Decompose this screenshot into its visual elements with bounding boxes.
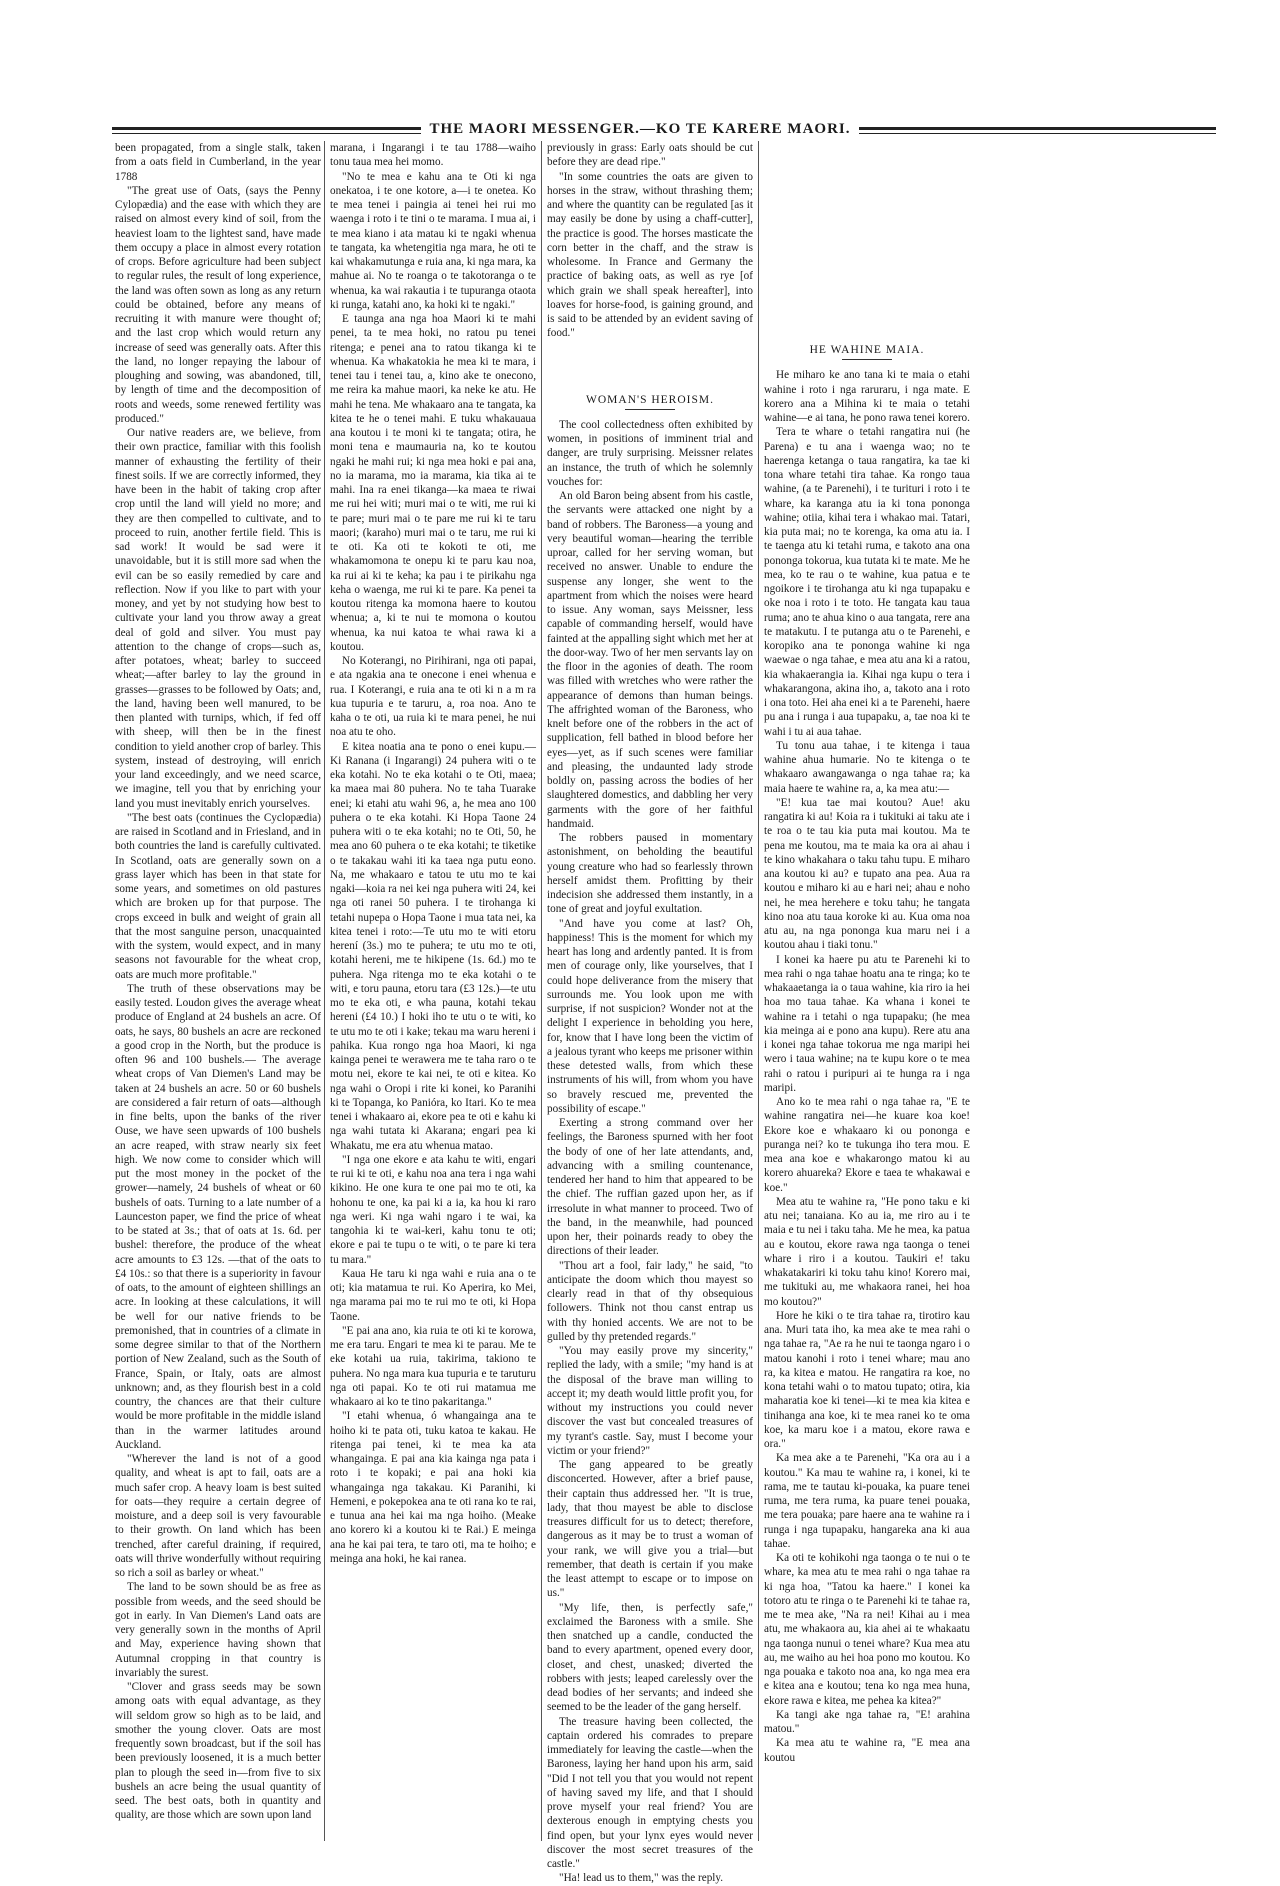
paragraph: "Ha! lead us to them," was the reply. xyxy=(559,1872,724,1885)
section-gap xyxy=(547,341,753,385)
paragraph: I konei ka haere pu atu te Parenehi ki to mea rahi o nga tahae hoatu ana te ringa; ko te whakaaetanga ia o taua wahine, kia riro ia hei hoa mo taua tahae. Ka whana i konei te wahine ra i tetahi o nga tupapaku; (he mea kia meinga ai e pono ana kupu). Rere atu ana i konei nga tahae tokorua me nga maripi hei wero i taua wahine; na te kupu kore o te mea rahi o ratou i puripuri ai te hunga ra i nga maripi. xyxy=(764,953,970,1094)
section-gap xyxy=(764,141,970,155)
paragraph: previously in grass: Early oats should be cut before they are dead ripe." xyxy=(547,142,753,169)
column-english-oats xyxy=(115,141,321,1841)
paragraph: "I nga one ekore e ata kahu te witi, engari te rui ki te oti, e kahu noa ana tera i nga wahi kikino. He one kura te one pai mo te oti, ka hohonu te one, ka pai ki a ia, ka hou ki raro nga weri. Ki nga wahi ngaro i te wai, ka tangohia ki te wai-keri, kahu tonu te oti; ekore e pai te tupu o te witi, o te pare ki tera tu mara." xyxy=(330,1153,536,1266)
paragraph: Tu tonu aua tahae, i te kitenga i taua wahine ahua humarie. No te kitenga o te whakaaro awangawanga o nga tahae ra; ka maia haere te wahine ra, a, ka mea atu:— xyxy=(764,739,970,795)
heading-rule xyxy=(842,359,892,360)
paragraph: Ka tangi ake nga tahae ra, "E! arahina matou." xyxy=(764,1708,970,1735)
paragraph: E taunga ana nga hoa Maori ki te mahi penei, ta te mea hoki, no ratou pu tenei ritenga; e penei ana to ratou tikanga ki te whenua. Ka whakatokia he mea ki te mara, i tenei tau i tenei tau, a, kino ake te onecono, me reira ka mahue maori, ka neke ke atu. He mahi he tena. Me whakaaro ana te tangata, ka kitea te he o tenei mahi. E tuku whakauaua ana koutou i te moni ki te tangata; otira, he moni tena e maumauria na, ko te koutou ngaki he mahi rui; ki nga mea hoki e pai ana, no ia marama, mo ia marama, kia tika ai te mahi. Ina ra enei tikanga—ka maea te riwai me rui hei witi; muri mai o te witi, me rui ki te pare; muri mai o te pare me rui ki te taru maori; (karaho) muri mai o te taru, me rui ki te oti. Ka oti te kokoti te oti, me whakamomona te onepu ki te paru kau noa, ka rui ai ki te keha; ka pau i te pirikahu nga keha o waenga, me rui ki te pare. Ka penei ta koutou ritenga ka momona haere to koutou whenua; a, ki te nui te momona o koutou whenua, ka nui katoa te whai rawa ki a koutou. xyxy=(330,313,536,653)
paragraph: Ka mea ake a te Parenehi, "Ka ora au i a koutou." Ka mau te wahine ra, i konei, ki te rama, me te tautau ki-pouaka, ka puare tenei ruma, me tera ruma, ka puare tenei pouaka, me tera pouaka; pare haere ana te wahine ra i runga i nga tupapaku, hangareka ana ki aua tahae. xyxy=(764,1452,970,1550)
oats-article-continuation xyxy=(547,141,753,341)
masthead xyxy=(0,121,1280,138)
article-heading: WOMAN'S HEROISM. xyxy=(586,393,714,406)
paragraph: "My life, then, is perfectly safe," exclaimed the Baroness with a smile. She then snatched up a candle, conducted the band to every apartment, opened every door, closet, and chest, unasked; diverted the robbers with jests; leaped carelessly over the dead bodies of her servants; and indeed she seemed to be the leader of the gang herself. xyxy=(547,1601,753,1714)
heading-rule xyxy=(625,409,675,410)
paragraph: Exerting a strong command over her feelings, the Baroness spurned with her foot the body of one of her late attendants, and, advancing with a smiling countenance, tendered her hand to him that appeared to be the chief. The ruffian gazed upon her, as if irresolute in what manner to proceed. Two of the band, in the meanwhile, had pounced upon her, their poinards ready to obey the directions of their leader. xyxy=(547,1117,753,1258)
paragraph: No Koterangi, no Pirihirani, nga oti papai, e ata ngakia ana te onecone i enei whenua e rua. I Koterangi, e ruia ana te oti ki n a m ra kua tupuria e te taruru, a, roa noa. Ano te kaha o te oti, ua ruia ki te mara penei, he nui noa atu te oho. xyxy=(330,655,536,739)
paragraph: An old Baron being absent from his castle, the servants were attacked one night by a band of robbers. The Baroness—a young and very beautiful woman—hearing the terrible uproar, called for her serving woman, but received no answer. Unable to endure the suspense any longer, she went to the apartment from which the noises were heard to issue. Any woman, says Meissner, less capable of commanding herself, would have fainted at the appalling sight which met her at the door-way. Two of her men servants lay on the floor in the agonies of death. The room was filled with wretches who were rather the appearance of demons than human beings. The affrighted woman of the Baroness, who knelt before one of the robbers in the act of supplication, fell bathed in blood before her eyes—yet, as if such scenes were familiar and pleasing, the undaunted lady strode boldly on, passing across the bodies of her slaughtered domestics, and dabbling her very garments with the gore of her faithful handmaid. xyxy=(547,490,753,830)
masthead-title: THE MAORI MESSENGER.—KO TE KARERE MAORI. xyxy=(421,121,858,137)
paragraph: Mea atu te wahine ra, "He pono taku e ki atu nei; tanaiana. Ko au ia, me riro au i te maia e tu nei i taku taha. Me he mea, ka patua au e koutou, ekore rawa nga taonga o tenei whare i riro i a koutou. Taukiri e! taku whakatakariri ki toku tahu kino! Korero mai, me tukituki au, me whakaora ranei, hei hoa mo koutou?" xyxy=(764,1195,970,1308)
column-womans-heroism xyxy=(547,141,753,1885)
article-body xyxy=(547,418,753,1886)
paragraph: The cool collectedness often exhibited by women, in positions of imminent trial and danger, are truly surprising. Meissner relates an instance, the truth of which he solemnly vouches for: xyxy=(547,418,753,488)
paragraph: "No te mea e kahu ana te Oti ki nga onekatoa, i te one kotore, a—i te onetea. Ko te mea tenei i paingia ai tenei hei rui mo waenga i roto i te tini o te marama. I mua ai, i te mea kiano i ata matau ki te ngaki whenua te tangata, ka whetengitia nga mara, he oti te kai whakamutunga e ruia ana, ki nga mara, ka mahue ai. No te roanga o te takotoranga o te whenua, ka wai rakautia i te tupuranga otaota ki runga, katahi ano, ka hoki ki te ngaki." xyxy=(330,170,536,311)
paragraph: He miharo ke ano tana ki te maia o etahi wahine i roto i nga raruraru, i nga mate. E korero ana a Mihina ki te maia o tetahi wahine—e ai tana, he pono rawa tenei korero. xyxy=(764,369,970,424)
article-heading: HE WAHINE MAIA. xyxy=(809,344,925,356)
paragraph: Tera te whare o tetahi rangatira nui (he Parena) e tu ana i waenga wao; no te haerenga ketanga o taua rangatira, ka tae ki tona whare tetahi tira tahae. Ka rongo taua wahine, (a te Parenehi), i te turituri i roto i te whare, ka karanga atu ia ki tona pononga wahine; otiia, kihai tera i whakao mai. Tatari, kia puta mai; no te korenga, ka oma atu ia. I te taenga atu ki tetahi ruma, e takoto ana ona pononga tokorua, kua tutata ki te mate. Me he mea, ko te rau o te wahine, kua patua e te ngoikore i te tirohanga atu ki nga tupapaku e oke noa i roto i te toto. He tangata kau taua ruma; ano te ahua kino o aua tangata, rere ana te matakutu. I te putanga atu o te Parenehi, e koropiko ana te pononga wahine ki nga waewae o nga tahae, e mea atu ana ki a ratou, kia whakaerangia ia. Kihai nga kupu o tera i whakarangona, akina iho, a, takoto ana i roto i ona toto. Hei aha enei ki a te Parenehi, haere pu ana i runga i aua tupapaku, a, tae noa ki te wahi i tu ai aua tahae. xyxy=(764,426,970,738)
paragraph: "I etahi whenua, ó whangainga ana te hoiho ki te pata oti, tuku katoa te kakau. He ritenga pai tenei, ki te mea ka ata whangainga. E pai ana kia kainga nga pata i roto i te kopaki; e pai ana hoki kia whangainga nga takakau. Ki Paranihi, ki Hemeni, e pokepokea ana te oti rana ko te rai, e tunua ana hei kai ma nga hoiho. (Meake ano korero ki a koutou ki te Rai.) E meinga ana he kai pai tera, te taro oti, ma te hoiho; e meinga ana hoki, he kai ranea. xyxy=(330,1410,536,1565)
column-maori-oats xyxy=(330,141,536,1565)
paragraph: Hore he kiki o te tira tahae ra, tirotiro kau ana. Muri tata iho, ka mea ake te mea rahi o nga tahae ra, "Ae ra he nui te taonga ngaro i o matou kanohi i roto i tenei whare; mau ano ra, ka kitea e matou. He rangatira ra koe, no kona tetahi wahi o to matou tupato; otira, kia maharatia koe ki tenei—ki te mea kia kitea e tinihanga ana koe, ki te mea ranei ko te oma koe, ka maru koe i a matou, ekore rawa e ora." xyxy=(764,1309,970,1450)
paragraph: Ka mea atu te wahine ra, "E mea ana koutou xyxy=(764,1737,970,1764)
paragraph: "Clover and grass seeds may be sown among oats with equal advantage, as they will seldom grow so high as to be laid, and smother the young clover. Oats are most frequently sown broadcast, but if the soil has been previously loosened, it is a much better plan to plough the seed in—from five to six bushels an acre being the usual quantity of seed. The best oats, both in quantity and quality, are those which are sown upon land xyxy=(115,1681,321,1822)
paragraph: "Wherever the land is not of a good quality, and wheat is apt to fail, oats are a much safer crop. A heavy loam is best suited for oats—they require a certain degree of moisture, and a deep soil is very favourable to their growth. On land which has been trenched, after careful draining, if required, oats will thrive wonderfully without requiring so rich a soil as barley or wheat." xyxy=(115,1453,321,1579)
paragraph: marana, i Ingarangi i te tau 1788—waiho tonu taua mea hei momo. xyxy=(330,142,536,169)
paragraph: "In some countries the oats are given to horses in the straw, without thrashing them; and where the quantity can be regulated [as it may easily be done by using a chaff-cutter], the practice is good. The horses masticate the corn better in the chaff, and the straw is wholesome. In France and Germany the practice of baking oats, as well as rye [of which grain we shall speak hereafter], into loaves for horse-food, is gaining ground, and is said to be attended by an evident saving of food." xyxy=(547,170,753,340)
paragraph: The treasure having been collected, the captain ordered his comrades to prepare immediately for leaving the castle—when the Baroness, laying her hand upon his arm, said "Did I not tell you that you would not repent of having saved my life, and that I should prove myself your real friend? You are dexterous enough in emptying chests you find open, but your lynx eyes would never discover the most secret treasures of the castle." xyxy=(547,1715,753,1870)
column-he-wahine-maia xyxy=(764,141,970,1841)
paragraph: "The best oats (continues the Cyclopædia) are raised in Scotland and in Friesland, and in both countries the land is carefully cultivated. In Scotland, oats are generally sown on a grass layer which has been in that state for some years, and sometimes on old pastures which are broken up for that purpose. The crops exceed in bulk and weight of grain all that the most sanguine person, unacquainted with the system, would expect, and in many seasons not favourable for the wheat crop, oats are much more profitable." xyxy=(115,811,321,981)
paragraph: "Thou art a fool, fair lady," he said, "to anticipate the doom which thou mayest so clearly read in that of thy obsequious followers. Think not thou canst entrap us with thy honied accents. We are not to be gulled by thy pretended regards." xyxy=(547,1259,753,1343)
paragraph: Kaua He taru ki nga wahi e ruia ana o te oti; kia matamua te rui. Ko Aperira, ko Mei, nga marama pai mo te rui mo te oti, ki Hopa Taone. xyxy=(330,1267,536,1323)
paragraph: E kitea noatia ana te pono o enei kupu.— Ki Ranana (i Ingarangi) 24 puhera witi o te eka kotahi. No te eka kotahi o te Oti, maea; ka maea mai 80 puhera. No te taha Tuarake enei; ki etahi atu wahi 96, a, he mea ano 100 puhera o te eka kotahi. Ki Hopa Taone 24 puhera witi o te eka kotahi; no te Oti, 50, he mea ano 60 puhera o te eka kotahi; te tiketike o te takakau wahi iti ka taea nga putu eono. Na, me whakaaro e tatou te utu mo te kai ngaki—koia ra nei kei nga puhera witi 24, kei nga oti ranei 50 puhera. I te tirohanga ki tetahi nupepa o Hopa Taone i mua tata nei, ka kitea tenei i roto:—Te utu mo te witi etoru herení (3s.) mo te puhera; te utu mo te oti, kotahi hereni, me te hikipene (1s. 6d.) mo te puhera. Nga ritenga mo te eka kotahi o te witi, e toru pauna, etoru tara (£3 12s.)—te utu mo te eka oti, e wha pauna, kotahi tekau hereni (£4 10.) I hoki iho te utu o te witi, ko te utu mo te oti i kake; tekau ma waru hereni i pahika. Kua rongo nga hoa Maori, ki nga kainga penei te werawera me te taha raro o te motu nei, ekore te kai nei, te oti e kitea. Ko nga wahi o Oropi i rite ki konei, ko Paranihi ki te Topanga, ko Panióra, ko Itari. Ko te mea tenei i whakaaro ai, ekore pea te oti e kahu ki nga wahi tutata ki Akarana; engari pea ki Whakatu, me era atu whenua matao. xyxy=(330,740,536,1152)
column-divider xyxy=(758,141,759,1841)
paragraph: "E pai ana ano, kia ruia te oti ki te korowa, me era taru. Engari te mea ki te parau. Me te eke kotahi ua ruia, takirima, takiono te puhera. No nga mara kua tupuria e te taruturu nga oti papai. Ko te oti rui matamua me whakaaro ai ko te tino pakaritanga." xyxy=(330,1324,536,1408)
paragraph: Ka oti te kohikohi nga taonga o te nui o te whare, ka mea atu te mea rahi o nga tahae ra ki nga hoa, "Tatou ka haere." I konei ka totoro atu te ringa o te Parenehi ki te tahae ra, me te mea ake, "Na ra nei! Kihai au i mea atu, me whakaora au, kia ahei ai te whakaatu nga taonga nunui o tenei whare? Kua mea atu au, me waiho au hei hoa pono mo koutou. Ko nga pouaka e takoto noa ana, ko nga mea era e kitea ana e koutou; tena ko nga mea huna, ekore rawa e kitea, me pehea ka kitea?" xyxy=(764,1552,970,1707)
paragraph: "The great use of Oats, (says the Penny Cylopædia) and the ease with which they are raised on almost every kind of soil, from the heaviest loam to the lightest sand, have made them occupy a place in almost every rotation of crops. Before agriculture had been subject to regular rules, the result of long experience, the land was often sown as long as any return could be obtained, before any means of recruiting it with manure were thought of; and the last crop which would return any increase of seed was generally oats. After this the land, no longer repaying the labour of ploughing and sowing, was abandoned, till, by length of time and the decomposition of roots and weeds, some renewed fertility was produced." xyxy=(115,184,321,425)
paragraph: "And have you come at last? Oh, happiness! This is the moment for which my heart has long and ardently panted. It is from men of courage only, like yourselves, that I could hope deliverance from the misery that surrounds me. You look upon me with surprise, if not suspicion? Wonder not at the delight I experience in beholding you here, for, know that I have long been the victim of a jealous tyrant who keeps me prisoner within these detested walls, from which these instruments of his will, from whom you have so bravely rescued me, prevented the possibility of escape." xyxy=(547,917,753,1115)
blank-space xyxy=(764,155,970,335)
paragraph: The gang appeared to be greatly disconcerted. However, after a brief pause, their captain thus addressed her. "It is true, lady, that thou mayest be able to disclose treasures difficult for us to detect; therefore, dangerous as it may be to trust a woman of your rank, we will give you a trial—but remember, that death is certain if you make the least attempt to escape or to impose on us." xyxy=(547,1459,753,1600)
article-body xyxy=(764,368,970,1765)
paragraph: Our native readers are, we believe, from their own practice, familiar with this foolish manner of exhausting the fertility of their finest soils. If we are correctly informed, they have been in the habit of taking crop after crop until the land will yield no more; and they are then compelled to cultivate, and to proceed to ruin, another fertile field. This is sad work! It would be sad were it unavoidable, but it is still more sad when the evil can be so easily remedied by care and reflection. Now if you like to part with your money, and yet by not studying how best to cultivate your land you throw away a great deal of gold and silver. You must pay attention to the change of crops—such as, after potatoes, wheat; barley to succeed wheat;—after barley to lay the ground in grasses—grasses to be followed by Oats; and, the land, having been well manured, to be then planted with turnips, which, if fed off with sheep, will then be in the finest condition to yield another crop of barley. This system, instead of destroying, will enrich your land exceedingly, and we need scarce, we imagine, tell you that by enriching your land you must inevitably enrich yourselves. xyxy=(115,427,321,810)
column-divider xyxy=(324,141,325,1841)
paragraph: The land to be sown should be as free as possible from weeds, and the seed should be got in early. In Van Diemen's Land oats are very generally sown in the months of April and May, experience having shown that Autumnal cropping in that country is invariably the surest. xyxy=(115,1581,321,1679)
column-divider xyxy=(541,141,542,1841)
paragraph: "You may easily prove my sincerity," replied the lady, with a smile; "my hand is at the disposal of the brave man willing to accept it; my death would little profit you, for without my instructions you could never discover the vast but concealed treasures of my tyrant's castle. Say, must I become your victim or your friend?" xyxy=(547,1345,753,1457)
paragraph: "E! kua tae mai koutou? Aue! aku rangatira ki au! Koia ra i tukituki ai taku ate i te roa o te tau kia puta mai koutou. Ma te pena me koutou, ma te maia ka ora ai ahau i te kino whakahara o taku tahu tupu. E miharo ana koutou ki au? e tupato ana pea. Aua ra koutou e miharo ki au e hari nei; ahau e noho nei, he mea herehere e toku tahu; he tangata kino noa atu taua koroke ki au. Kua oma noa atu au, na nga pononga kua maru nei i a koutou ahau i tiaki tonu." xyxy=(764,796,970,952)
paragraph: The truth of these observations may be easily tested. Loudon gives the average wheat produce of England at 24 bushels an acre. Of oats, he says, 80 bushels an acre are reckoned a good crop in the North, but the produce is often 96 and 100 bushels.— The average wheat crops of Van Diemen's Land may be taken at 24 bushels an acre. 50 or 60 bushels are considered a fair return of oats—although in fine belts, upon the banks of the river Ouse, we have seen upwards of 100 bushels an acre reaped, with straw nearly six feet high. We now come to consider which will put the most money in the pocket of the grower—namely, 24 bushels of wheat or 60 bushels of oats. Turning to a late number of a Launceston paper, we find the price of wheat to be stated at 3s.; that of oats at 1s. 6d. per bushel: therefore, the produce of the wheat acre amounts to £3 12s. —that of the oats to £4 10s.: so that there is a superiority in favour of oats, to the amount of eighteen shillings an acre. In looking at these calculations, it will be well for our native friends to be premonished, that in countries of a climate in some degree similar to that of the Northern portion of New Zealand, such as the South of France, Spain, or Italy, oats are almost unknown; and, as they flourish best in a cold country, the chances are that their culture would be more profitable in the middle island than in the warmer latitudes around Auckland. xyxy=(115,982,321,1451)
paragraph: Ano ko te mea rahi o nga tahae ra, "E te wahine rangatira nei—he kuare koa koe! Ekore koe e whakaaro ki ou pononga e puranga nei? ko te tukunga iho tera mou. E mea ana koe e whakarongo matou ki au korero ahuareka? Ekore e taea te whakawai e koe." xyxy=(764,1096,970,1194)
paragraph: The robbers paused in momentary astonishment, on beholding the beautiful young creature who had so fearlessly thrown herself amidst them. Profitting by their indecision she addressed them instantly, in a tone of great and joyful exultation. xyxy=(547,832,753,916)
paragraph: been propagated, from a single stalk, taken from a oats field in Cumberland, in the year 1788 xyxy=(115,142,321,183)
